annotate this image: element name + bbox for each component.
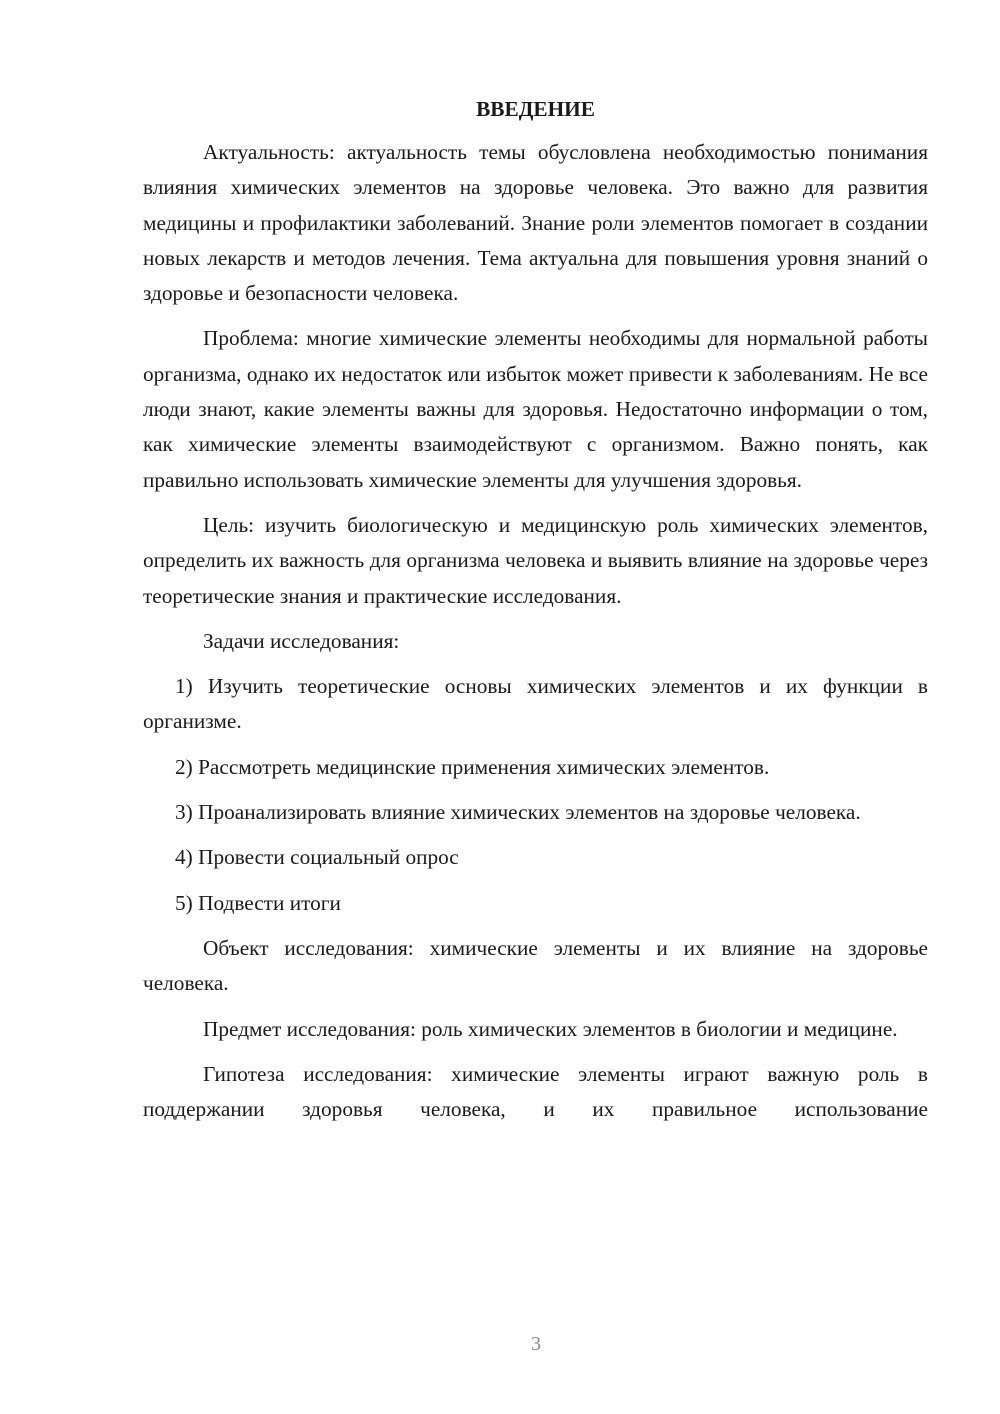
page-content	[143, 92, 928, 1127]
task-item-4: 4) Провести социальный опрос	[175, 845, 459, 870]
task-item-2: 2) Рассмотреть медицинские применения химических элементов.	[175, 754, 770, 779]
page-title: ВВЕДЕНИЕ	[476, 97, 595, 121]
page-number: 3	[531, 1333, 541, 1355]
task-item-1: 1) Изучить теоретические основы химических элементов и их функции в организме.	[143, 674, 928, 734]
problem-paragraph: Проблема: многие химические элементы необходимы для нормальной работы организма, однако их недостаток или избыток может привести к заболеваниям. Не все люди знают, какие элементы важны для здоровья. Недостаточно информации о том, как химические элементы взаимодействуют с организмом. Важно понять, как правильно использовать химические элементы для улучшения здоровья.	[143, 326, 928, 492]
hypothesis-paragraph: Гипотеза исследования: химические элементы играют важную роль в поддержании здоровья человека, и их правильное использование	[143, 1061, 928, 1122]
subject-paragraph: Предмет исследования: роль химических элементов в биологии и медицине.	[203, 1016, 898, 1041]
relevance-paragraph: Актуальность: актуальность темы обусловлена необходимостью понимания влияния химических элементов на здоровье человека. Это важно для развития медицины и профилактики заболеваний. Знание роли элементов помогает в создании новых лекарств и методов лечения. Тема актуальна для повышения уровня знаний о здоровье и безопасности человека.	[143, 140, 928, 306]
goal-paragraph: Цель: изучить биологическую и медицинскую роль химических элементов, определить их важность для организма человека и выявить влияние на здоровье через теоретические знания и практические исследования.	[143, 512, 928, 608]
object-paragraph: Объект исследования: химические элементы и их влияние на здоровье человека.	[143, 935, 928, 996]
task-item-5: 5) Подвести итоги	[175, 890, 341, 915]
task-item-3: 3) Проанализировать влияние химических элементов на здоровье человека.	[175, 800, 861, 825]
tasks-heading: Задачи исследования:	[203, 628, 400, 653]
